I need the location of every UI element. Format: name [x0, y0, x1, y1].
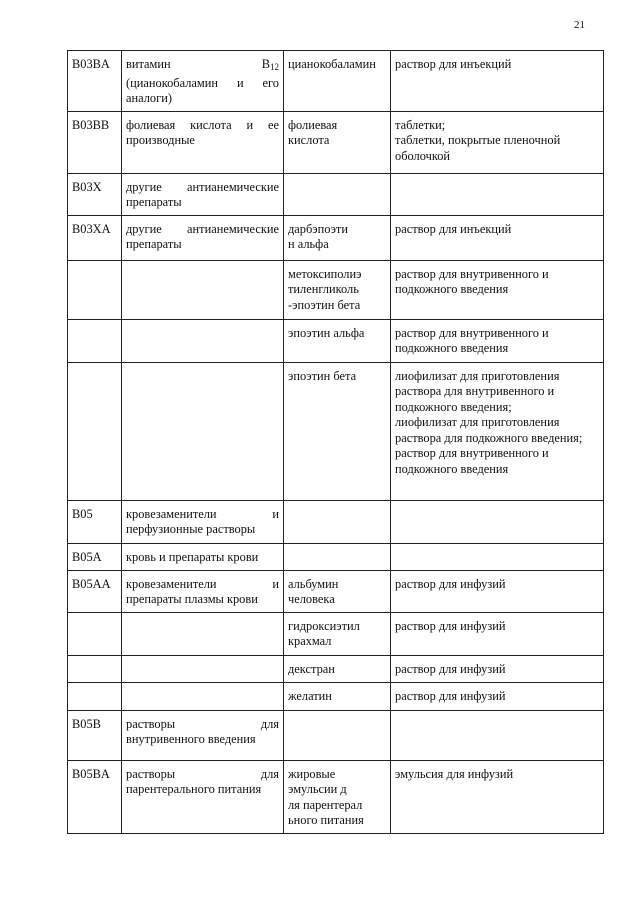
- group-line: фолиевая кислота и ее: [126, 117, 279, 132]
- anatomical-group-cell: [122, 612, 284, 655]
- dosage-forms-cell: [391, 682, 604, 710]
- dosage-form: лиофилизат для приготовления раствора для подкожного введения;: [395, 415, 583, 445]
- group-line: кровезаменители и: [126, 576, 279, 591]
- dosage-forms-cell: [391, 362, 604, 500]
- table-row: [68, 215, 604, 260]
- substance-name: декстран: [288, 661, 335, 676]
- dosage-form: раствор для инфузий: [395, 576, 506, 591]
- substance-cell: [284, 682, 391, 710]
- group-line: парентерального питания: [126, 782, 262, 796]
- table-row: [68, 500, 604, 543]
- table-row: [68, 570, 604, 612]
- table-row: [68, 173, 604, 215]
- dosage-forms-cell: [391, 500, 604, 543]
- substance-cell: [284, 173, 391, 215]
- dosage-forms-cell: [391, 111, 604, 173]
- group-line: перфузионные растворы: [126, 522, 256, 536]
- group-line: кровезаменители и: [126, 506, 279, 521]
- atc-code-cell: B05BA: [68, 760, 122, 833]
- substance-cell: [284, 543, 391, 570]
- table-row: [68, 319, 604, 362]
- dosage-forms-cell: [391, 173, 604, 215]
- anatomical-group-cell: [122, 260, 284, 319]
- dosage-form: раствор для внутривенного и подкожного введения: [395, 325, 549, 355]
- dosage-forms-cell: [391, 655, 604, 682]
- substance-cell: [284, 51, 391, 112]
- substance-cell: [284, 260, 391, 319]
- anatomical-group-cell: [122, 500, 284, 543]
- group-line: аналоги): [126, 91, 172, 105]
- dosage-form: раствор для инъекций: [395, 221, 512, 236]
- group-line: препараты плазмы крови: [126, 592, 258, 606]
- table-row: [68, 51, 604, 112]
- substance-cell: [284, 500, 391, 543]
- atc-code-cell: B03X: [68, 173, 122, 215]
- dosage-form: раствор для инъекций: [395, 57, 512, 71]
- atc-code-cell: B03BA: [68, 51, 122, 112]
- atc-code-cell: [68, 260, 122, 319]
- dosage-forms-cell: [391, 612, 604, 655]
- dosage-forms-cell: [391, 760, 604, 833]
- atc-code-cell: [68, 612, 122, 655]
- anatomical-group-cell: [122, 362, 284, 500]
- atc-code-cell: B05A: [68, 543, 122, 570]
- group-line: препараты: [126, 195, 182, 209]
- dosage-form: эмульсия для инфузий: [395, 766, 514, 781]
- table-row: [68, 760, 604, 833]
- anatomical-group-cell: [122, 173, 284, 215]
- anatomical-group-cell: [122, 760, 284, 833]
- substance-cell: [284, 111, 391, 173]
- substance-cell: [284, 655, 391, 682]
- atc-code-cell: [68, 362, 122, 500]
- table-row: [68, 260, 604, 319]
- group-line: витамин $B_{12}$: [126, 57, 279, 72]
- substance-name: эпоэтин бета: [288, 368, 357, 383]
- table-row: [68, 362, 604, 500]
- dosage-form: таблетки;: [395, 117, 446, 132]
- substance-name: метоксиполиэ тиленгликоль -эпоэтин бета: [288, 266, 362, 312]
- anatomical-group-cell: [122, 710, 284, 760]
- dosage-forms-cell: [391, 543, 604, 570]
- atc-code-cell: [68, 319, 122, 362]
- dosage-forms-cell: [391, 215, 604, 260]
- atc-code-cell: B05: [68, 500, 122, 543]
- substance-cell: [284, 710, 391, 760]
- substance-name: фолиевая кислота: [288, 117, 338, 147]
- anatomical-group-cell: [122, 319, 284, 362]
- dosage-form: лиофилизат для приготовления раствора для внутривенного и подкожного введения;: [395, 368, 560, 414]
- anatomical-group-cell: [122, 655, 284, 682]
- atc-code-cell: [68, 682, 122, 710]
- dosage-form: раствор для инфузий: [395, 618, 506, 633]
- substance-cell: [284, 570, 391, 612]
- table-row: [68, 682, 604, 710]
- dosage-forms-cell: [391, 319, 604, 362]
- substance-cell: [284, 612, 391, 655]
- dosage-forms-cell: [391, 260, 604, 319]
- group-line: растворы для: [126, 716, 279, 731]
- substance-name: цианокобаламин: [288, 57, 376, 71]
- dosage-form: таблетки, покрытые пленочной оболочкой: [395, 133, 561, 163]
- substance-cell: [284, 215, 391, 260]
- group-line: препараты: [126, 237, 182, 251]
- atc-code-cell: B03BB: [68, 111, 122, 173]
- anatomical-group-cell: [122, 682, 284, 710]
- group-line: (цианокобаламин и его: [126, 75, 279, 90]
- page-number: 21: [574, 19, 585, 31]
- substance-cell: [284, 760, 391, 833]
- substance-name: гидроксиэтил крахмал: [288, 618, 360, 648]
- atc-code-cell: B03XA: [68, 215, 122, 260]
- anatomical-group-cell: [122, 215, 284, 260]
- atc-code-cell: B05B: [68, 710, 122, 760]
- table-body: [68, 51, 604, 834]
- substance-name: жировые эмульсии д ля парентерал ьного питания: [288, 766, 364, 827]
- group-line: другие антианемические: [126, 221, 279, 236]
- drug-table: [67, 50, 604, 834]
- group-line: внутривенного введения: [126, 732, 256, 746]
- dosage-forms-cell: [391, 710, 604, 760]
- group-line: растворы для: [126, 766, 279, 781]
- dosage-form: раствор для инфузий: [395, 661, 506, 676]
- substance-name: желатин: [288, 688, 332, 703]
- group-line: кровь и препараты крови: [126, 549, 259, 564]
- table-row: [68, 655, 604, 682]
- anatomical-group-cell: [122, 543, 284, 570]
- table-row: [68, 543, 604, 570]
- dosage-form: раствор для внутривенного и подкожного введения: [395, 266, 549, 296]
- dosage-form: раствор для инфузий: [395, 688, 506, 703]
- anatomical-group-cell: [122, 111, 284, 173]
- substance-name: дарбэпоэти н альфа: [288, 221, 348, 251]
- substance-name: эпоэтин альфа: [288, 325, 365, 340]
- anatomical-group-cell: [122, 51, 284, 112]
- dosage-form: раствор для внутривенного и подкожного введения: [395, 446, 549, 476]
- table-row: [68, 612, 604, 655]
- substance-name: альбумин человека: [288, 576, 339, 606]
- group-line: другие антианемические: [126, 179, 279, 194]
- atc-code-cell: [68, 655, 122, 682]
- group-line: производные: [126, 133, 195, 147]
- atc-code-cell: B05AA: [68, 570, 122, 612]
- table-row: [68, 710, 604, 760]
- substance-cell: [284, 362, 391, 500]
- dosage-forms-cell: [391, 570, 604, 612]
- substance-cell: [284, 319, 391, 362]
- anatomical-group-cell: [122, 570, 284, 612]
- table-row: [68, 111, 604, 173]
- dosage-forms-cell: [391, 51, 604, 112]
